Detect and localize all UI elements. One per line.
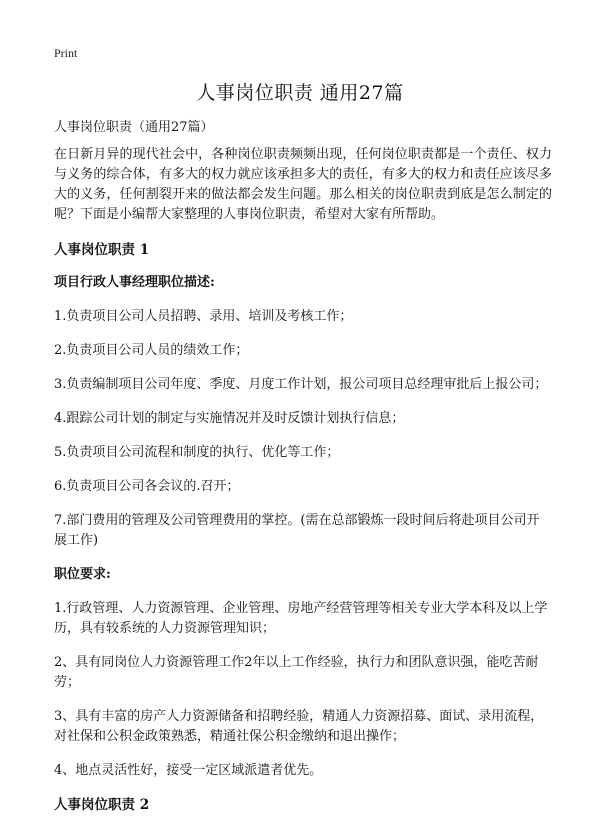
- document-subtitle: 人事岗位职责（通用27篇）: [54, 120, 214, 135]
- duty-item: 2.负责项目公司人员的绩效工作；: [54, 343, 249, 358]
- job-description-heading: 项目行政人事经理职位描述:: [54, 275, 215, 290]
- requirement-item: 1.行政管理、人力资源管理、企业管理、房地产经营管理等相关专业大学本科及以上学历，具有较系统的人力资源管理知识；: [54, 601, 548, 636]
- requirements-heading: 职位要求:: [54, 567, 111, 582]
- page-title: 人事岗位职责 通用27篇: [196, 82, 404, 104]
- duty-item: 3.负责编制项目公司年度、季度、月度工作计划，报公司项目总经理审批后上报公司；: [54, 377, 548, 392]
- duty-item: 4.跟踪公司计划的制定与实施情况并及时反馈计划执行信息；: [54, 411, 405, 426]
- section-2-heading: 人事岗位职责 2: [54, 797, 150, 813]
- intro-paragraph: 在日新月异的现代社会中，各种岗位职责频频出现，任何岗位职责都是一个责任、权力与义务的综合体，有多大的权力就应该承担多大的责任，有多大的权力和责任应该尽多大的义务，任何割裂开来的做法都会发生问题。那么相关的岗位职责到底是怎么制定的呢？下面是小编帮大家整理的人事岗位职责，希望对大家有所帮助。: [54, 147, 552, 222]
- duty-item: 1.负责项目公司人员招聘、录用、培训及考核工作；: [54, 309, 353, 324]
- requirement-item: 3、具有丰富的房产人力资源储备和招聘经验，精通人力资源招募、面试、录用流程，对社保和公积金政策熟悉，精通社保公积金缴纳和退出操作；: [54, 709, 544, 744]
- duty-item: 5.负责项目公司流程和制度的执行、优化等工作；: [54, 445, 340, 460]
- section-1-heading: 人事岗位职责 1: [54, 242, 150, 258]
- requirement-item: 4、地点灵活性好，接受一定区域派遣者优先。: [54, 763, 323, 778]
- duty-item: 6.负责项目公司各会议的.召开；: [54, 479, 240, 494]
- document-body: [54, 118, 552, 815]
- duty-item: 7.部门费用的管理及公司管理费用的掌控。(需在总部锻炼一段时间后将赴项目公司开展工作): [54, 513, 540, 548]
- requirement-item: 2、具有同岗位人力资源管理工作2年以上工作经验，执行力和团队意识强，能吃苦耐劳；: [54, 655, 539, 690]
- print-label[interactable]: Print: [54, 46, 78, 60]
